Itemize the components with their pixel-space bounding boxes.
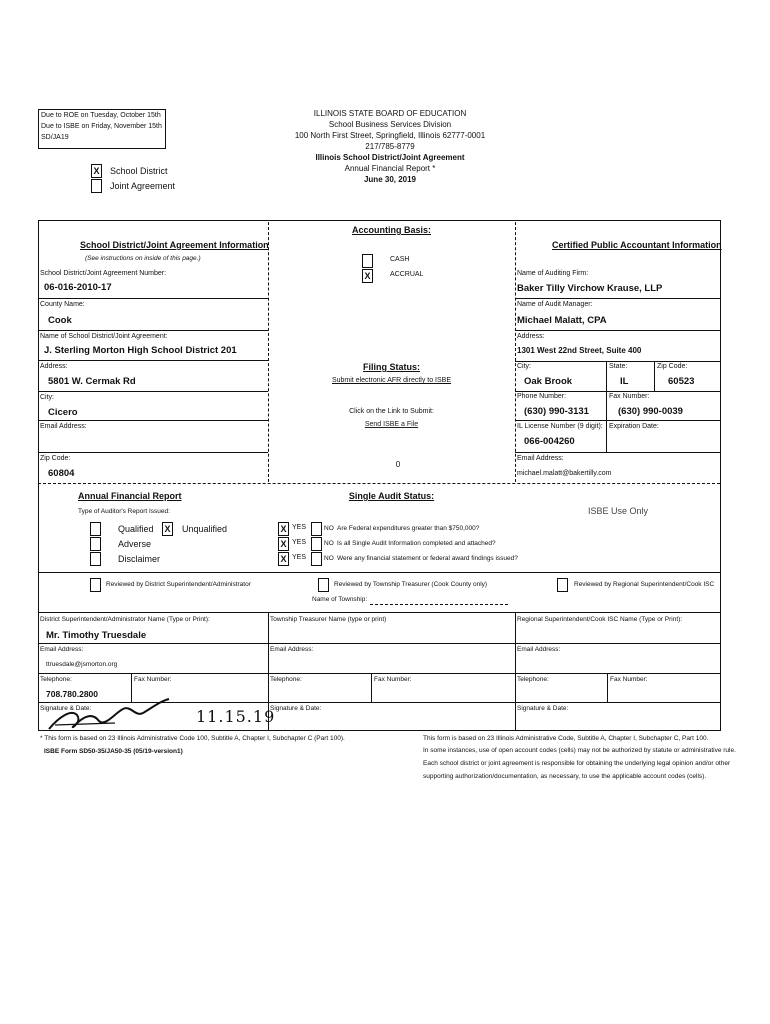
adverse-label: Adverse bbox=[118, 539, 152, 549]
filing-zero-value: 0 bbox=[395, 460, 401, 469]
accounting-basis-heading: Accounting Basis: bbox=[351, 225, 431, 235]
firm-label: Name of Auditing Firm: bbox=[517, 270, 589, 277]
q3-no-checkbox[interactable] bbox=[311, 552, 322, 566]
q2-yes-checkbox[interactable]: X bbox=[278, 537, 289, 551]
district-zip-label: Zip Code: bbox=[40, 455, 71, 462]
cash-label: CASH bbox=[390, 256, 410, 263]
twp-email-label: Email Address: bbox=[270, 646, 314, 653]
license-number[interactable]: 066-004260 bbox=[524, 436, 575, 447]
footer-right-1: This form is based on 23 Illinois Administrative Code, Subtitle A, Chapter I, Subchapter C, Part 100. bbox=[423, 735, 709, 742]
q1-yes-label: YES bbox=[292, 524, 307, 531]
district-review-label: Reviewed by District Superintendent/Administrator bbox=[106, 581, 251, 588]
q1-no-checkbox[interactable] bbox=[311, 522, 322, 536]
reg-phone-label: Telephone: bbox=[517, 676, 549, 683]
filing-status-heading: Filing Status: bbox=[363, 362, 420, 372]
district-address-label: Address: bbox=[40, 363, 68, 370]
joint-agreement-label: Joint Agreement bbox=[110, 181, 176, 191]
q1-question: Are Federal expenditures greater than $750,000? bbox=[337, 525, 480, 532]
form-name: Illinois School District/Joint Agreement bbox=[315, 153, 465, 162]
disclaimer-checkbox[interactable] bbox=[90, 552, 101, 566]
supt-name[interactable]: Mr. Timothy Truesdale bbox=[46, 630, 147, 641]
supt-fax-label: Fax Number: bbox=[134, 676, 172, 683]
footer-right-4: supporting authorization/documentation, as necessary, to use the applicable account codes (cells). bbox=[423, 773, 707, 780]
cpa-address-label: Address: bbox=[517, 333, 545, 340]
supt-signature-date: 11.15.19 bbox=[196, 707, 276, 726]
supt-signature-label: Signature & Date: bbox=[40, 705, 92, 712]
reg-email-label: Email Address: bbox=[517, 646, 561, 653]
district-name[interactable]: J. Sterling Morton High School District 201 bbox=[44, 345, 237, 356]
supt-phone-label: Telephone: bbox=[40, 676, 72, 683]
expiration-label: Expiration Date: bbox=[609, 423, 659, 430]
agency-address: 100 North First Street, Springfield, Illinois 62777-0001 bbox=[294, 131, 486, 140]
supt-name-label: District Superintendent/Administrator Name (Type or Print): bbox=[40, 616, 210, 623]
supt-signature bbox=[45, 695, 195, 735]
reg-fax-label: Fax Number: bbox=[610, 676, 648, 683]
agency-name: ILLINOIS STATE BOARD OF EDUCATION bbox=[313, 109, 467, 118]
footer-right-3: Each school district or joint agreement is responsible for obtaining the underlying legal opinion and/or other bbox=[423, 760, 731, 767]
cpa-phone[interactable]: (630) 990-3131 bbox=[524, 406, 589, 417]
annual-report-heading: Annual Financial Report bbox=[78, 491, 182, 501]
twp-fax-label: Fax Number: bbox=[374, 676, 412, 683]
township-review-label: Reviewed by Township Treasurer (Cook County only) bbox=[334, 581, 488, 588]
joint-agreement-checkbox[interactable] bbox=[91, 179, 102, 193]
due-date-box bbox=[38, 109, 166, 149]
auditor-report-type-label: Type of Auditor's Report Issued: bbox=[78, 508, 170, 515]
division-name: School Business Services Division bbox=[328, 120, 452, 129]
township-name-label: Name of Township: bbox=[312, 596, 368, 603]
audit-manager-label: Name of Audit Manager: bbox=[517, 301, 593, 308]
cpa-fax-label: Fax Number: bbox=[609, 393, 650, 400]
district-info-subheading: (See instructions on inside of this page.) bbox=[85, 255, 201, 262]
submit-instructions: Click on the Link to Submit: bbox=[349, 408, 434, 415]
q3-question: Were any financial statement or federal award findings issued? bbox=[337, 555, 518, 562]
cpa-city[interactable]: Oak Brook bbox=[524, 376, 573, 387]
license-label: IL License Number (9 digit): bbox=[517, 423, 603, 430]
reg-name-label: Regional Superintendent/Cook ISC Name (Type or Print): bbox=[517, 616, 683, 623]
cpa-email-label: Email Address: bbox=[517, 455, 564, 462]
adverse-checkbox[interactable] bbox=[90, 537, 101, 551]
cpa-state-label: State: bbox=[609, 363, 628, 370]
district-info-heading: School District/Joint Agreement Information bbox=[80, 240, 269, 250]
regional-review-checkbox[interactable] bbox=[557, 578, 568, 592]
q2-yes-label: YES bbox=[292, 539, 307, 546]
accrual-label: ACCRUAL bbox=[390, 271, 424, 278]
q3-no-label: NO bbox=[324, 555, 334, 562]
disclaimer-label: Disclaimer bbox=[118, 554, 161, 564]
twp-phone-label: Telephone: bbox=[270, 676, 302, 683]
q3-yes-checkbox[interactable]: X bbox=[278, 552, 289, 566]
qualified-label: Qualified bbox=[118, 524, 154, 534]
twp-signature-label: Signature & Date: bbox=[270, 705, 322, 712]
district-address[interactable]: 5801 W. Cermak Rd bbox=[48, 376, 136, 387]
cpa-state[interactable]: IL bbox=[620, 376, 629, 387]
reg-signature-label: Signature & Date: bbox=[517, 705, 569, 712]
district-name-label: Name of School District/Joint Agreement: bbox=[40, 333, 168, 340]
footer-left-1: * This form is based on 23 Illinois Administrative Code 100, Subtitle A, Chapter I, Subchapter C (Part 100). bbox=[40, 735, 345, 742]
cpa-fax[interactable]: (630) 990-0039 bbox=[618, 406, 683, 417]
cash-checkbox[interactable] bbox=[362, 254, 373, 268]
supt-email-label: Email Address: bbox=[40, 646, 84, 653]
supt-email[interactable]: ttruesdale@jsmorton.org bbox=[46, 661, 118, 668]
cpa-zip-label: Zip Code: bbox=[657, 363, 688, 370]
q1-no-label: NO bbox=[324, 525, 334, 532]
firm-name[interactable]: Baker Tilly Virchow Krause, LLP bbox=[517, 283, 663, 294]
q1-yes-checkbox[interactable]: X bbox=[278, 522, 289, 536]
school-district-label: School District bbox=[110, 166, 168, 176]
footer-right-2: In some instances, use of open account codes (cells) may not be authorized by statute or administrative rule. bbox=[423, 747, 736, 754]
district-city[interactable]: Cicero bbox=[48, 407, 78, 418]
q2-no-label: NO bbox=[324, 540, 334, 547]
cpa-address[interactable]: 1301 West 22nd Street, Suite 400 bbox=[517, 346, 642, 355]
q3-yes-label: YES bbox=[292, 554, 307, 561]
township-review-checkbox[interactable] bbox=[318, 578, 329, 592]
twp-name-label: Township Treasurer Name (type or print) bbox=[270, 616, 387, 623]
send-isbe-link[interactable]: Send ISBE a File bbox=[364, 421, 419, 428]
cpa-zip[interactable]: 60523 bbox=[668, 376, 695, 387]
cpa-city-label: City: bbox=[517, 363, 531, 370]
agency-phone: 217/785-8779 bbox=[365, 142, 415, 151]
isbe-use-only-label: ISBE Use Only bbox=[588, 506, 649, 516]
district-number-label: School District/Joint Agreement Number: bbox=[40, 270, 167, 277]
q2-question: Is all Single Audit Information completed and attached? bbox=[337, 540, 496, 547]
audit-manager[interactable]: Michael Malatt, CPA bbox=[517, 315, 607, 326]
regional-review-label: Reviewed by Regional Superintendent/Cook ISC bbox=[574, 581, 715, 588]
county-value[interactable]: Cook bbox=[48, 315, 72, 326]
qualified-checkbox[interactable] bbox=[90, 522, 101, 536]
district-number[interactable]: 06-016-2010-17 bbox=[44, 282, 112, 293]
county-label: County Name: bbox=[40, 301, 85, 308]
single-audit-heading: Single Audit Status: bbox=[348, 491, 435, 501]
q2-no-checkbox[interactable] bbox=[311, 537, 322, 551]
cpa-email[interactable]: michael.malatt@bakertilly.com bbox=[517, 470, 612, 477]
report-date: June 30, 2019 bbox=[363, 175, 417, 184]
supt-phone[interactable]: 708.780.2800 bbox=[46, 689, 98, 699]
filing-instructions: Submit electronic AFR directly to ISBE bbox=[331, 377, 452, 384]
report-name: Annual Financial Report * bbox=[344, 164, 436, 173]
due-roe-text: Due to ROE on Tuesday, October 15th bbox=[41, 112, 161, 119]
title-block bbox=[290, 108, 490, 185]
district-zip[interactable]: 60804 bbox=[48, 468, 75, 479]
unqualified-checkbox[interactable]: X bbox=[162, 522, 173, 536]
school-district-checkbox[interactable]: X bbox=[91, 164, 102, 178]
cpa-phone-label: Phone Number: bbox=[517, 393, 567, 400]
cpa-heading: Certified Public Accountant Information bbox=[552, 240, 722, 250]
unqualified-label: Unqualified bbox=[182, 524, 228, 534]
district-review-checkbox[interactable] bbox=[90, 578, 101, 592]
due-isbe-text: Due to ISBE on Friday, November 15th bbox=[41, 123, 162, 130]
district-email-label: Email Address: bbox=[40, 423, 87, 430]
district-city-label: City: bbox=[40, 394, 54, 401]
accrual-checkbox[interactable]: X bbox=[362, 269, 373, 283]
footer-left-2: ISBE Form SD50-35/JA50-35 (05/19-version1) bbox=[44, 748, 183, 755]
form-code-text: SD/JA19 bbox=[41, 134, 69, 141]
